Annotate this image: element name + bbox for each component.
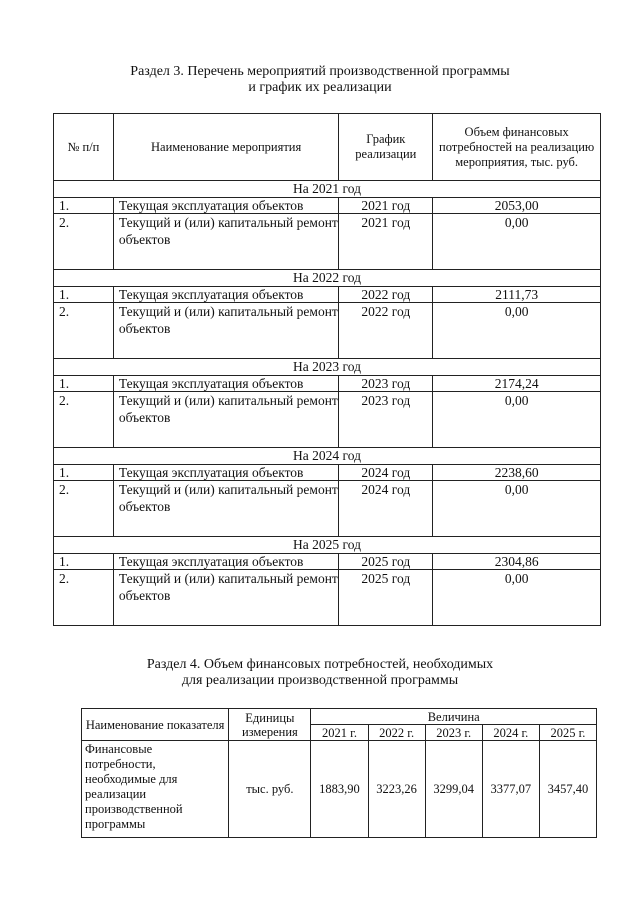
header-year: 2023 г. <box>425 725 482 741</box>
header-year: 2021 г. <box>311 725 368 741</box>
header-unit: Единицы измерения <box>229 709 311 741</box>
schedule-cell: 2023 год <box>339 376 433 392</box>
schedule-cell: 2021 год <box>339 214 433 270</box>
section3-header-row <box>54 114 601 181</box>
activity-name: Текущая эксплуатация объектов <box>113 287 339 303</box>
amount-cell: 0,00 <box>433 481 601 537</box>
value-cell: 3377,07 <box>482 741 539 838</box>
value-cell: 3223,26 <box>368 741 425 838</box>
table-row <box>54 465 601 481</box>
section3-title-line2: и график их реализации <box>248 80 392 95</box>
schedule-cell: 2022 год <box>339 287 433 303</box>
schedule-cell: 2021 год <box>339 198 433 214</box>
table-row <box>54 392 601 448</box>
section4-data-row <box>82 741 597 838</box>
year-label: На 2021 год <box>54 181 601 198</box>
schedule-cell: 2024 год <box>339 481 433 537</box>
section4-table <box>81 708 597 838</box>
amount-cell: 0,00 <box>433 570 601 626</box>
amount-cell: 2174,24 <box>433 376 601 392</box>
section3-table <box>53 113 601 626</box>
section3-body <box>54 181 601 626</box>
schedule-cell: 2025 год <box>339 554 433 570</box>
schedule-cell: 2024 год <box>339 465 433 481</box>
table-row <box>54 198 601 214</box>
header-amount: Объем финансовых потребностей на реализацию мероприятия, тыс. руб. <box>433 114 601 181</box>
section4-heading <box>0 657 640 689</box>
header-num: № п/п <box>54 114 114 181</box>
year-label: На 2023 год <box>54 359 601 376</box>
amount-cell: 2304,86 <box>433 554 601 570</box>
table-row <box>54 214 601 270</box>
section3-title-line1: Раздел 3. Перечень мероприятий производственной программы <box>130 64 510 79</box>
activity-name: Текущая эксплуатация объектов <box>113 465 339 481</box>
row-number: 2. <box>54 392 114 448</box>
header-indicator: Наименование показателя <box>82 709 229 741</box>
section3-heading <box>0 64 640 96</box>
row-number: 1. <box>54 465 114 481</box>
year-label: На 2022 год <box>54 270 601 287</box>
table-row <box>54 303 601 359</box>
value-cell: 1883,90 <box>311 741 368 838</box>
amount-cell: 2111,73 <box>433 287 601 303</box>
row-number: 2. <box>54 481 114 537</box>
year-row <box>54 359 601 376</box>
table-row <box>54 287 601 303</box>
year-row <box>54 448 601 465</box>
amount-cell: 0,00 <box>433 392 601 448</box>
unit-cell: тыс. руб. <box>229 741 311 838</box>
header-schedule: График реализации <box>339 114 433 181</box>
row-number: 1. <box>54 554 114 570</box>
year-row <box>54 181 601 198</box>
year-label: На 2024 год <box>54 448 601 465</box>
row-number: 1. <box>54 287 114 303</box>
header-year: 2025 г. <box>539 725 596 741</box>
table-row <box>54 554 601 570</box>
row-number: 2. <box>54 303 114 359</box>
schedule-cell: 2023 год <box>339 392 433 448</box>
header-value: Величина <box>311 709 597 725</box>
row-number: 1. <box>54 376 114 392</box>
schedule-cell: 2022 год <box>339 303 433 359</box>
year-row <box>54 270 601 287</box>
activity-name: Текущая эксплуатация объектов <box>113 376 339 392</box>
section4-title-line1: Раздел 4. Объем финансовых потребностей, необходимых <box>146 657 494 672</box>
activity-name: Текущий и (или) капитальный ремонт объектов <box>113 570 339 626</box>
activity-name: Текущий и (или) капитальный ремонт объектов <box>113 214 339 270</box>
section4-header-row <box>82 709 597 725</box>
activity-name: Текущий и (или) капитальный ремонт объектов <box>113 392 339 448</box>
row-number: 2. <box>54 570 114 626</box>
header-year: 2022 г. <box>368 725 425 741</box>
table-row <box>54 376 601 392</box>
schedule-cell: 2025 год <box>339 570 433 626</box>
amount-cell: 0,00 <box>433 303 601 359</box>
section4-title-line2: для реализации производственной программы <box>181 673 459 688</box>
header-name: Наименование мероприятия <box>113 114 339 181</box>
activity-name: Текущий и (или) капитальный ремонт объектов <box>113 303 339 359</box>
year-label: На 2025 год <box>54 537 601 554</box>
activity-name: Текущая эксплуатация объектов <box>113 198 339 214</box>
table-row <box>54 570 601 626</box>
value-cell: 3299,04 <box>425 741 482 838</box>
activity-name: Текущий и (или) капитальный ремонт объектов <box>113 481 339 537</box>
year-row <box>54 537 601 554</box>
amount-cell: 0,00 <box>433 214 601 270</box>
indicator-cell: Финансовые потребности, необходимые для реализации производственной программы <box>82 741 229 838</box>
value-cell: 3457,40 <box>539 741 596 838</box>
table-row <box>54 481 601 537</box>
row-number: 1. <box>54 198 114 214</box>
activity-name: Текущая эксплуатация объектов <box>113 554 339 570</box>
amount-cell: 2053,00 <box>433 198 601 214</box>
header-year: 2024 г. <box>482 725 539 741</box>
row-number: 2. <box>54 214 114 270</box>
amount-cell: 2238,60 <box>433 465 601 481</box>
